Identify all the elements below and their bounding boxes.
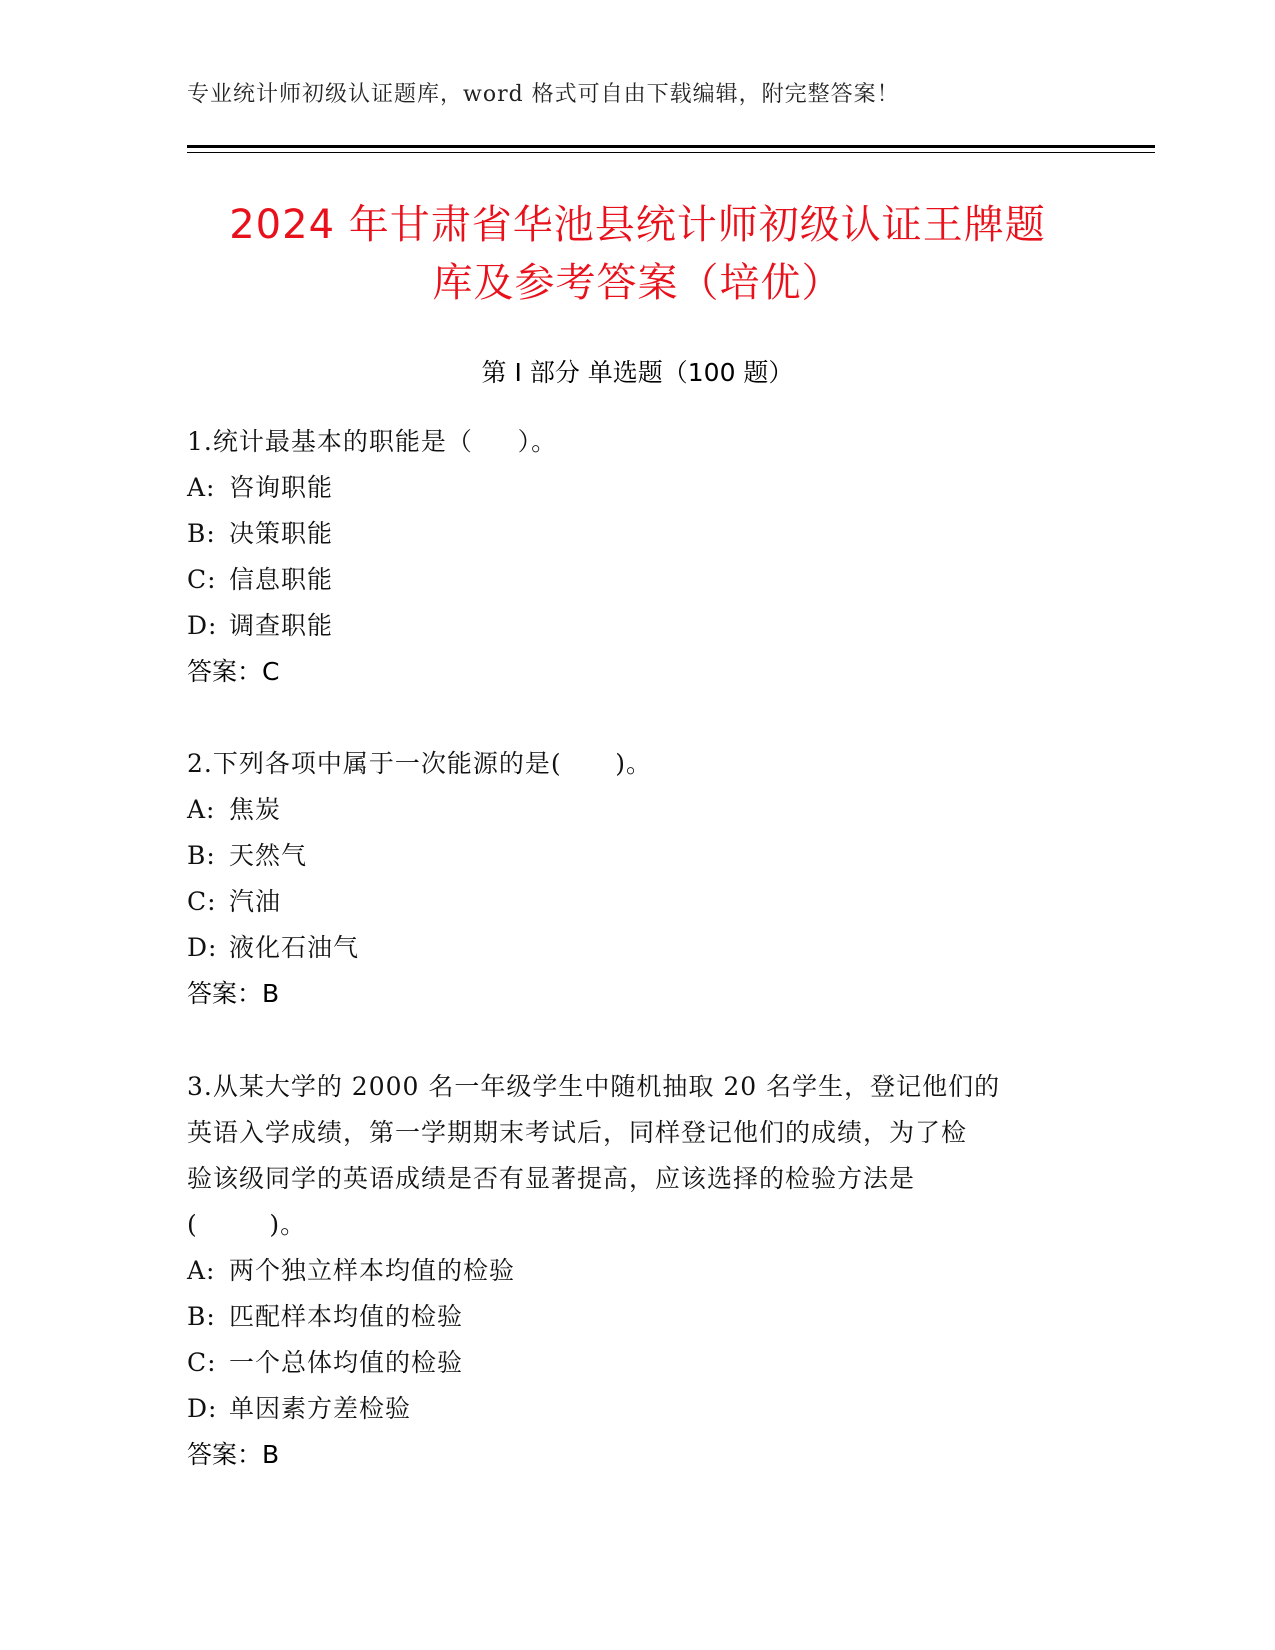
option-letter: C: bbox=[187, 565, 217, 594]
option-text: 天然气 bbox=[229, 841, 308, 870]
header-note: 专业统计师初级认证题库，word 格式可自由下载编辑，附完整答案！ bbox=[187, 82, 900, 107]
option-text: 单因素方差检验 bbox=[229, 1394, 412, 1423]
option-text: 液化石油气 bbox=[229, 933, 360, 962]
header-rule-thick bbox=[187, 145, 1155, 148]
option-c bbox=[187, 879, 1067, 925]
option-letter: C: bbox=[187, 887, 217, 916]
option-a bbox=[187, 787, 1067, 833]
section-title: 第 I 部分 单选题（100 题） bbox=[481, 358, 794, 387]
option-b bbox=[187, 1294, 1067, 1340]
option-letter: C: bbox=[187, 1348, 217, 1377]
question-stem: 1.统计最基本的职能是（ ）。 bbox=[187, 427, 558, 456]
option-text: 调查职能 bbox=[229, 611, 334, 640]
question-2 bbox=[187, 741, 1067, 1017]
option-letter: D: bbox=[187, 1394, 218, 1423]
option-letter: A: bbox=[187, 1256, 216, 1285]
option-letter: B: bbox=[187, 519, 216, 548]
option-text: 汽油 bbox=[229, 887, 282, 916]
question-stem-line-3: 验该级同学的英语成绩是否有显著提高，应该选择的检验方法是 bbox=[187, 1164, 916, 1193]
option-a bbox=[187, 465, 1067, 511]
option-letter: B: bbox=[187, 1302, 216, 1331]
question-1 bbox=[187, 419, 1067, 695]
option-d bbox=[187, 1386, 1067, 1432]
question-stem-line-4: ( )。 bbox=[187, 1210, 307, 1239]
option-d bbox=[187, 603, 1067, 649]
option-letter: A: bbox=[187, 473, 216, 502]
question-stem: 2.下列各项中属于一次能源的是( )。 bbox=[187, 749, 653, 778]
option-text: 信息职能 bbox=[229, 565, 334, 594]
option-c bbox=[187, 1340, 1067, 1386]
header-rule-thin bbox=[187, 152, 1155, 153]
answer-line: 答案：C bbox=[187, 657, 280, 686]
question-stem-line-2: 英语入学成绩，第一学期期末考试后，同样登记他们的成绩，为了检 bbox=[187, 1118, 968, 1147]
option-b bbox=[187, 511, 1067, 557]
option-text: 决策职能 bbox=[229, 519, 334, 548]
title-line-1: 2024 年甘肃省华池县统计师初级认证王牌题 bbox=[229, 202, 1046, 248]
option-letter: D: bbox=[187, 933, 218, 962]
option-letter: A: bbox=[187, 795, 216, 824]
option-letter: B: bbox=[187, 841, 216, 870]
option-b bbox=[187, 833, 1067, 879]
option-c bbox=[187, 557, 1067, 603]
option-text: 匹配样本均值的检验 bbox=[229, 1302, 464, 1331]
option-a bbox=[187, 1248, 1067, 1294]
document-title bbox=[150, 196, 1125, 312]
question-stem-line-1: 3.从某大学的 2000 名一年级学生中随机抽取 20 名学生，登记他们的 bbox=[187, 1072, 1001, 1101]
option-text: 一个总体均值的检验 bbox=[229, 1348, 464, 1377]
question-3 bbox=[187, 1064, 1067, 1478]
option-d bbox=[187, 925, 1067, 971]
answer-line: 答案：B bbox=[187, 979, 280, 1008]
option-text: 焦炭 bbox=[229, 795, 282, 824]
answer-line: 答案：B bbox=[187, 1440, 280, 1469]
title-line-2: 库及参考答案（培优） bbox=[432, 260, 843, 306]
option-letter: D: bbox=[187, 611, 218, 640]
option-text: 咨询职能 bbox=[229, 473, 334, 502]
option-text: 两个独立样本均值的检验 bbox=[229, 1256, 516, 1285]
